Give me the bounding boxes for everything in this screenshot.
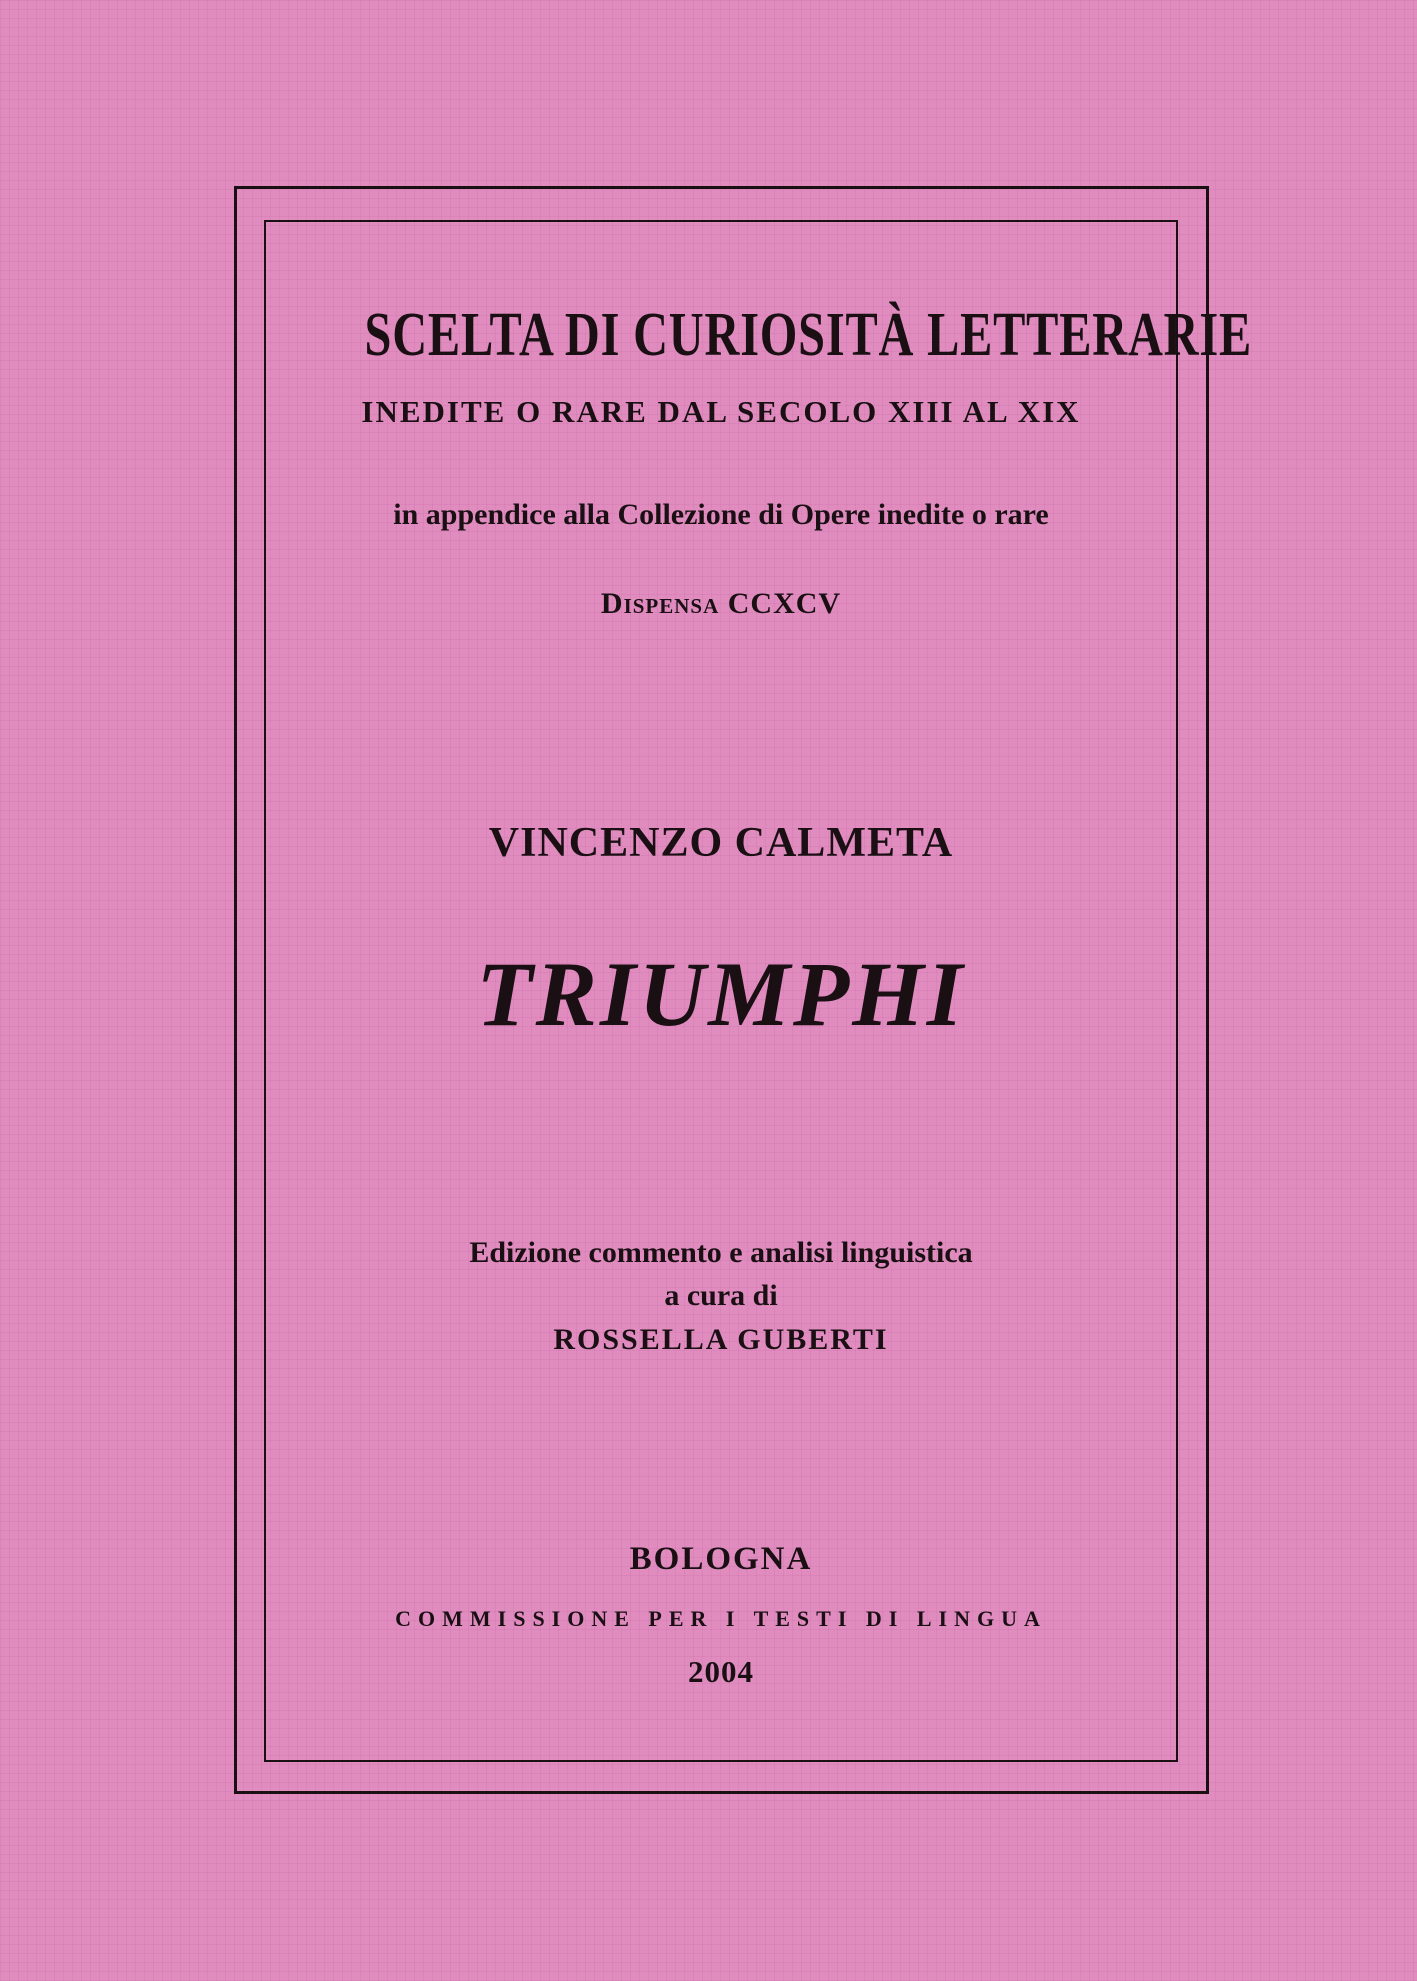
dispensa-number: Dispensa CCXCV xyxy=(600,587,842,620)
publication-year: 2004 xyxy=(688,1654,754,1689)
edition-description: Edizione commento e analisi linguistica xyxy=(469,1236,973,1269)
appendix-note: in appendice alla Collezione di Opere inedite o rare xyxy=(393,498,1049,531)
editor-name: ROSSELLA GUBERTI xyxy=(553,1323,889,1356)
publication-city: BOLOGNA xyxy=(629,1541,813,1577)
work-title: TRIUMPHI xyxy=(476,943,966,1045)
series-subtitle: INEDITE O RARE DAL SECOLO XIII AL XIX xyxy=(361,394,1081,429)
curated-by-label: a cura di xyxy=(664,1279,778,1312)
publisher-name: COMMISSIONE PER I TESTI DI LINGUA xyxy=(395,1606,1047,1631)
author-name: VINCENZO CALMETA xyxy=(488,820,954,866)
series-title: SCELTA DI CURIOSITÀ LETTERARIE xyxy=(364,301,1252,369)
